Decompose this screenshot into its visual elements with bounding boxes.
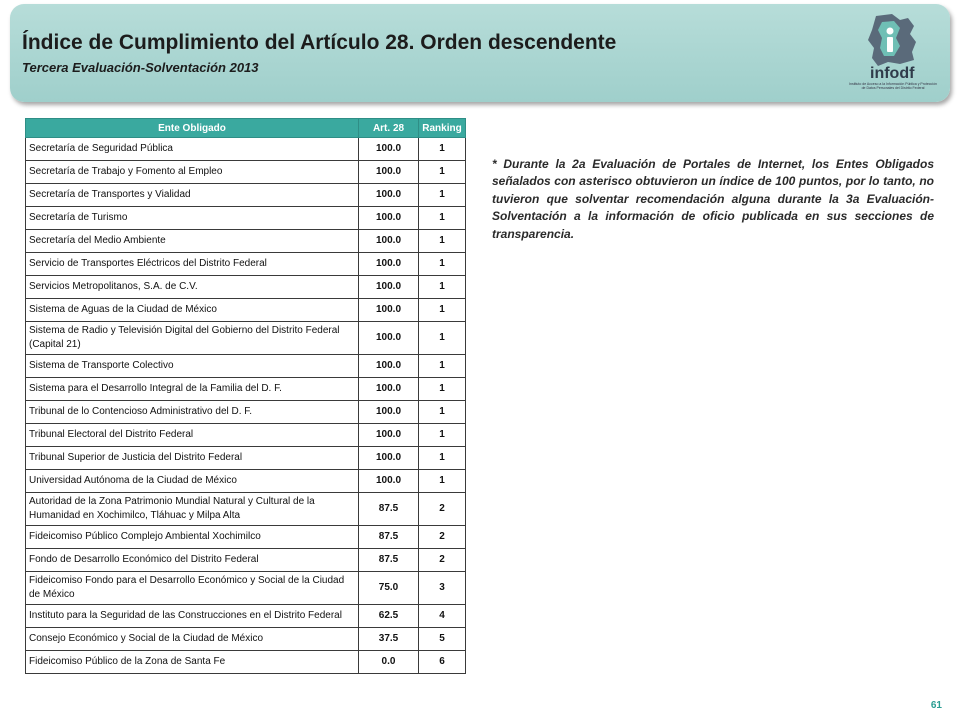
cell-ente: Instituto para la Seguridad de las Construcciones en el Distrito Federal: [26, 605, 359, 628]
cell-ranking: 1: [419, 401, 466, 424]
header-banner: [10, 4, 950, 102]
table-row: [26, 605, 466, 628]
cell-art28: 87.5: [359, 549, 419, 572]
cell-art28: 0.0: [359, 651, 419, 674]
map-icon: [848, 12, 938, 82]
infodf-logo: [848, 12, 938, 96]
cell-art28: 100.0: [359, 276, 419, 299]
cell-ranking: 2: [419, 493, 466, 526]
cell-ente: Fideicomiso Público Complejo Ambiental Xochimilco: [26, 526, 359, 549]
table-row: [26, 138, 466, 161]
page-title: Índice de Cumplimiento del Artículo 28. Orden descendente: [22, 31, 617, 54]
cell-ente: Secretaría de Transportes y Vialidad: [26, 184, 359, 207]
table-header-row: [26, 119, 466, 138]
cell-art28: 75.0: [359, 572, 419, 605]
cell-ranking: 1: [419, 230, 466, 253]
cell-ranking: 1: [419, 470, 466, 493]
cell-ranking: 1: [419, 424, 466, 447]
logo-caption: Instituto de Acceso a la Información Pública y Protección de Datos Personales del Distrito Federal: [849, 82, 937, 90]
table-row: [26, 276, 466, 299]
cell-ente: Fideicomiso Fondo para el Desarrollo Económico y Social de la Ciudad de México: [26, 572, 359, 605]
table-row: [26, 572, 466, 605]
cell-art28: 87.5: [359, 526, 419, 549]
cell-ranking: 1: [419, 447, 466, 470]
cell-ranking: 3: [419, 572, 466, 605]
cell-ente: Fondo de Desarrollo Económico del Distrito Federal: [26, 549, 359, 572]
cell-art28: 100.0: [359, 322, 419, 355]
table-row: [26, 526, 466, 549]
column-header-art28: Art. 28: [359, 119, 419, 138]
cell-ente: Servicio de Transportes Eléctricos del Distrito Federal: [26, 253, 359, 276]
cell-ente: Universidad Autónoma de la Ciudad de México: [26, 470, 359, 493]
cell-ente: Servicios Metropolitanos, S.A. de C.V.: [26, 276, 359, 299]
cell-art28: 100.0: [359, 161, 419, 184]
cell-ranking: 1: [419, 299, 466, 322]
cell-ente: Secretaría del Medio Ambiente: [26, 230, 359, 253]
cell-ranking: 2: [419, 549, 466, 572]
cell-art28: 100.0: [359, 447, 419, 470]
cell-ranking: 6: [419, 651, 466, 674]
table-row: [26, 253, 466, 276]
cell-ranking: 2: [419, 526, 466, 549]
cell-ranking: 1: [419, 184, 466, 207]
cell-ente: Secretaría de Trabajo y Fomento al Empleo: [26, 161, 359, 184]
cell-ente: Fideicomiso Público de la Zona de Santa Fe: [26, 651, 359, 674]
table-row: [26, 184, 466, 207]
cell-art28: 100.0: [359, 138, 419, 161]
cell-art28: 100.0: [359, 299, 419, 322]
cell-art28: 100.0: [359, 355, 419, 378]
cell-art28: 62.5: [359, 605, 419, 628]
table-row: [26, 207, 466, 230]
table-row: [26, 322, 466, 355]
table-row: [26, 470, 466, 493]
column-header-ente: Ente Obligado: [26, 119, 359, 138]
table-row: [26, 355, 466, 378]
table-row: [26, 299, 466, 322]
cell-art28: 87.5: [359, 493, 419, 526]
cell-ente: Sistema de Transporte Colectivo: [26, 355, 359, 378]
cell-ranking: 1: [419, 207, 466, 230]
cell-art28: 100.0: [359, 253, 419, 276]
ranking-table: [25, 118, 466, 674]
cell-art28: 100.0: [359, 378, 419, 401]
cell-art28: 100.0: [359, 230, 419, 253]
cell-ente: Sistema de Radio y Televisión Digital del Gobierno del Distrito Federal (Capital 21): [26, 322, 359, 355]
cell-ente: Consejo Económico y Social de la Ciudad de México: [26, 628, 359, 651]
table-row: [26, 549, 466, 572]
cell-ente: Secretaría de Turismo: [26, 207, 359, 230]
page-subtitle: Tercera Evaluación-Solventación 2013: [22, 60, 259, 75]
table-row: [26, 651, 466, 674]
footnote-text: * Durante la 2a Evaluación de Portales de Internet, los Entes Obligados señalados con asterisco obtuvieron un índice de 100 puntos, por lo tanto, no tuvieron que solventar recomendación alguna durante la 3a Evaluación-Solventación a la información de oficio publicada en sus secciones de transparencia.: [492, 157, 934, 241]
cell-art28: 100.0: [359, 401, 419, 424]
table-row: [26, 378, 466, 401]
page-number: 61: [930, 700, 942, 711]
table-row: [26, 424, 466, 447]
cell-ranking: 1: [419, 253, 466, 276]
table-body: [26, 138, 466, 674]
cell-ente: Secretaría de Seguridad Pública: [26, 138, 359, 161]
svg-text:infodf: infodf: [870, 65, 915, 82]
cell-ranking: 1: [419, 161, 466, 184]
cell-ente: Tribunal Electoral del Distrito Federal: [26, 424, 359, 447]
table-row: [26, 161, 466, 184]
cell-art28: 100.0: [359, 424, 419, 447]
cell-art28: 100.0: [359, 470, 419, 493]
table-row: [26, 401, 466, 424]
cell-ranking: 1: [419, 276, 466, 299]
table-row: [26, 628, 466, 651]
column-header-ranking: Ranking: [419, 119, 466, 138]
table-row: [26, 447, 466, 470]
cell-ente: Autoridad de la Zona Patrimonio Mundial Natural y Cultural de la Humanidad en Xochimilco, Tláhuac y Milpa Alta: [26, 493, 359, 526]
cell-ranking: 5: [419, 628, 466, 651]
cell-ranking: 1: [419, 322, 466, 355]
cell-ranking: 4: [419, 605, 466, 628]
cell-ranking: 1: [419, 355, 466, 378]
cell-art28: 37.5: [359, 628, 419, 651]
table-row: [26, 230, 466, 253]
cell-ranking: 1: [419, 378, 466, 401]
cell-ranking: 1: [419, 138, 466, 161]
cell-ente: Tribunal de lo Contencioso Administrativo del D. F.: [26, 401, 359, 424]
cell-art28: 100.0: [359, 184, 419, 207]
cell-ente: Sistema para el Desarrollo Integral de la Familia del D. F.: [26, 378, 359, 401]
cell-ente: Tribunal Superior de Justicia del Distrito Federal: [26, 447, 359, 470]
table-row: [26, 493, 466, 526]
cell-art28: 100.0: [359, 207, 419, 230]
cell-ente: Sistema de Aguas de la Ciudad de México: [26, 299, 359, 322]
